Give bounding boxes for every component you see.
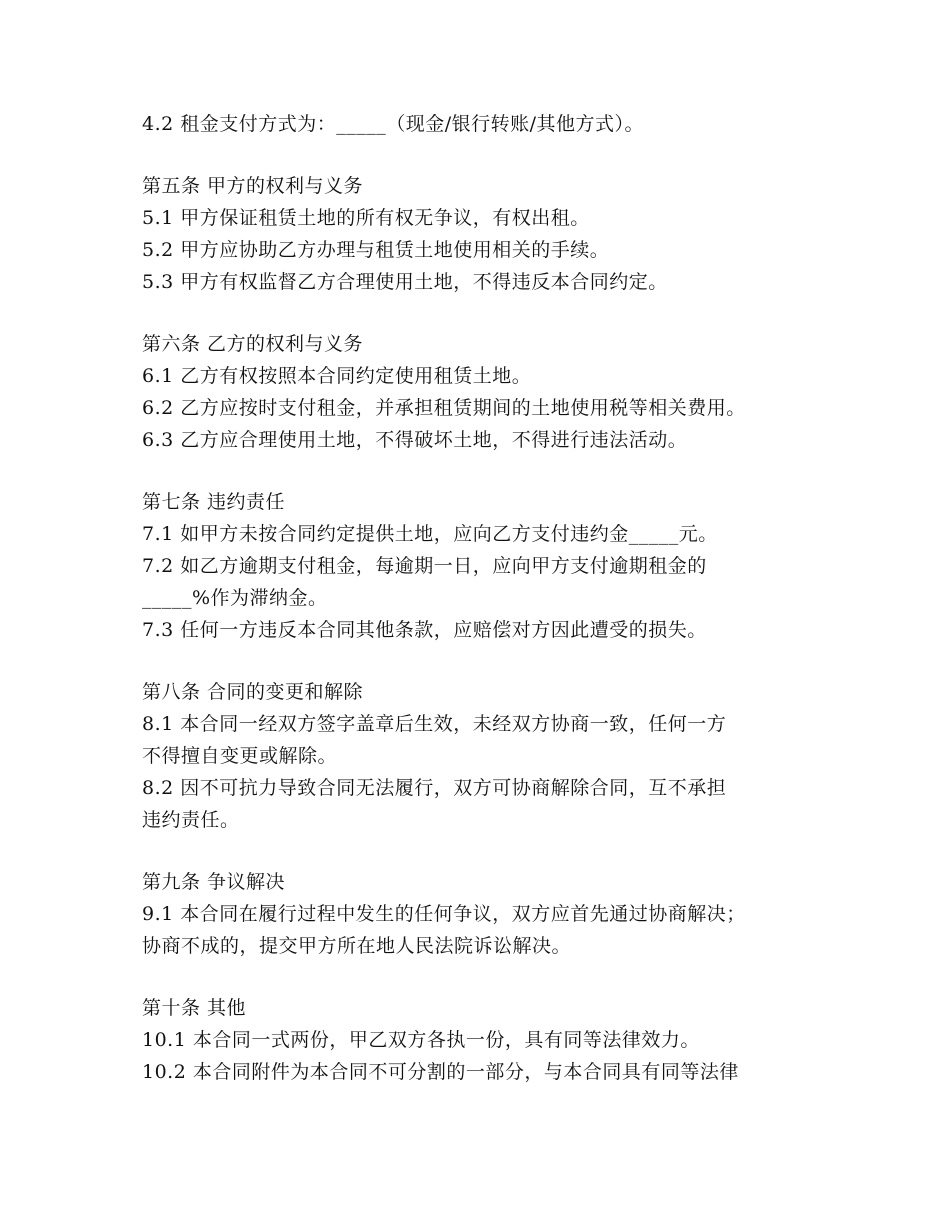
article-8-heading: 第八条 合同的变更和解除	[142, 681, 364, 703]
spacer	[142, 962, 842, 992]
article-5-heading: 第五条 甲方的权利与义务	[142, 175, 364, 197]
article-7-heading: 第七条 违约责任	[142, 491, 286, 513]
article-10-heading: 第十条 其他	[142, 997, 247, 1019]
clause-5-2: 5.2 甲方应协助乙方办理与租赁土地使用相关的手续。	[142, 239, 610, 261]
clause-10-2: 10.2 本合同附件为本合同不可分割的一部分，与本合同具有同等法律	[142, 1061, 739, 1083]
spacer	[142, 298, 842, 328]
spacer	[142, 836, 842, 866]
clause-5-3: 5.3 甲方有权监督乙方合理使用土地，不得违反本合同约定。	[142, 271, 668, 293]
article-9-heading: 第九条 争议解决	[142, 871, 286, 893]
spacer	[142, 456, 842, 486]
clause-8-2: 8.2 因不可抗力导致合同无法履行，双方可协商解除合同，互不承担	[142, 777, 727, 799]
article-6-heading: 第六条 乙方的权利与义务	[142, 333, 364, 355]
clause-6-1: 6.1 乙方有权按照本合同约定使用租赁土地。	[142, 365, 532, 387]
clause-6-3: 6.3 乙方应合理使用土地，不得破坏土地，不得进行违法活动。	[142, 429, 688, 451]
clause-9-1-cont: 协商不成的，提交甲方所在地人民法院诉讼解决。	[142, 935, 572, 957]
clause-6-2: 6.2 乙方应按时支付租金，并承担租赁期间的土地使用税等相关费用。	[142, 397, 746, 419]
spacer	[142, 646, 842, 676]
clause-7-2-cont: _____%作为滞纳金。	[142, 587, 328, 609]
clause-8-2-cont: 违约责任。	[142, 809, 240, 831]
clause-8-1: 8.1 本合同一经双方签字盖章后生效，未经双方协商一致，任何一方	[142, 713, 727, 735]
clause-4-2: 4.2 租金支付方式为：_____（现金/银行转账/其他方式）。	[142, 113, 645, 135]
clause-10-1: 10.1 本合同一式两份，甲乙双方各执一份，具有同等法律效力。	[142, 1029, 700, 1051]
clause-7-2: 7.2 如乙方逾期支付租金，每逾期一日，应向甲方支付逾期租金的	[142, 555, 707, 577]
clause-5-1: 5.1 甲方保证租赁土地的所有权无争议，有权出租。	[142, 207, 590, 229]
clause-9-1: 9.1 本合同在履行过程中发生的任何争议，双方应首先通过协商解决；	[142, 903, 746, 925]
clause-7-1: 7.1 如甲方未按合同约定提供土地，应向乙方支付违约金_____元。	[142, 523, 718, 545]
document-body	[142, 108, 842, 1088]
spacer	[142, 140, 842, 170]
clause-8-1-cont: 不得擅自变更或解除。	[142, 745, 338, 767]
clause-7-3: 7.3 任何一方违反本合同其他条款，应赔偿对方因此遭受的损失。	[142, 619, 707, 641]
